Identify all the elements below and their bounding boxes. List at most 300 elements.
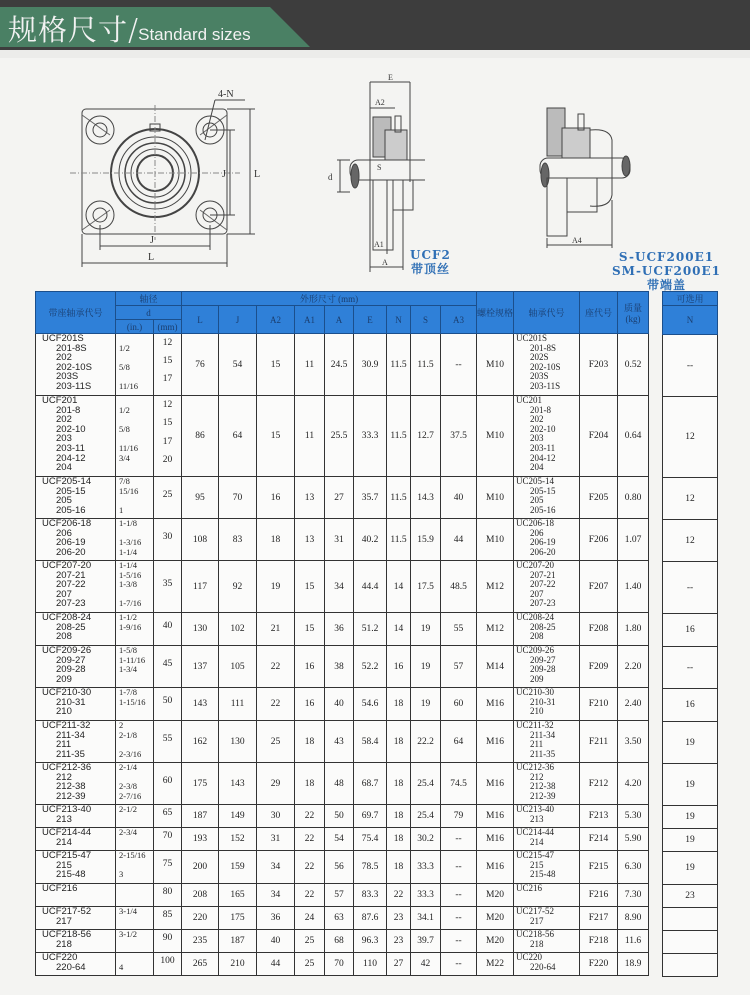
cell-s: 22.2 bbox=[411, 721, 441, 763]
cell-weight: 1.40 bbox=[618, 561, 649, 613]
cell-mm bbox=[154, 613, 182, 646]
cell-bearing-code-line: UC220 bbox=[516, 952, 543, 962]
cell-unit-code bbox=[36, 763, 116, 805]
cell-inch bbox=[116, 646, 154, 688]
cell-optional-n: -- bbox=[663, 335, 718, 397]
cell-bearing-code-line: UC201S bbox=[516, 333, 548, 343]
table-row bbox=[36, 907, 649, 930]
cell-bearing-code-line: 206-20 bbox=[530, 546, 556, 557]
th-L: L bbox=[182, 306, 219, 334]
cell-bolt: M22 bbox=[477, 953, 514, 976]
cell-unit-code-line: UCF215-47 bbox=[42, 850, 92, 861]
th-optional-n: N bbox=[663, 306, 718, 335]
cell-housing: F220 bbox=[580, 953, 618, 976]
cell-housing: F216 bbox=[580, 884, 618, 907]
cell-bolt: M16 bbox=[477, 851, 514, 884]
cell-a1: 16 bbox=[295, 688, 325, 721]
cell-weight: 3.50 bbox=[618, 721, 649, 763]
cell-l: 193 bbox=[182, 828, 219, 851]
cell-inch-line: 1 bbox=[119, 504, 124, 515]
cell-l: 137 bbox=[182, 646, 219, 688]
cell-bearing-code-line: 211-34 bbox=[530, 729, 556, 740]
table-row bbox=[36, 613, 649, 646]
label-a2: A2 bbox=[375, 98, 385, 107]
table-row bbox=[663, 722, 718, 764]
cell-mm-line: 25 bbox=[162, 490, 173, 500]
cell-unit-code-line: 211-34 bbox=[56, 729, 85, 741]
cell-unit-code-line: UCF213-40 bbox=[42, 804, 92, 815]
cell-unit-code-line: 202-10 bbox=[56, 423, 86, 435]
cell-l: 86 bbox=[182, 396, 219, 477]
cell-n: 11.5 bbox=[387, 519, 411, 561]
cell-e: 110 bbox=[354, 953, 387, 976]
front-view-drawing bbox=[70, 85, 280, 270]
cell-inch-line: 2-1/8 bbox=[119, 729, 137, 740]
cell-mm-line: 85 bbox=[162, 910, 173, 920]
cell-unit-code-line: UCF212-36 bbox=[42, 762, 92, 773]
cell-weight: 1.80 bbox=[618, 613, 649, 646]
cell-l: 95 bbox=[182, 477, 219, 519]
cell-bolt: M16 bbox=[477, 721, 514, 763]
cell-bearing-code-line: 214 bbox=[530, 836, 544, 847]
cell-unit-code-line: 207-22 bbox=[56, 579, 86, 591]
cell-a2: 40 bbox=[257, 930, 295, 953]
cell-a2: 21 bbox=[257, 613, 295, 646]
cell-unit-code-line: 215-48 bbox=[56, 869, 86, 881]
cell-bearing-code bbox=[514, 561, 580, 613]
table-row bbox=[36, 851, 649, 884]
cell-a1: 24 bbox=[295, 907, 325, 930]
cell-inch-line: 1-1/8 bbox=[119, 518, 137, 528]
cell-j: 143 bbox=[219, 763, 257, 805]
cell-j: 70 bbox=[219, 477, 257, 519]
cell-n: 11.5 bbox=[387, 477, 411, 519]
cell-n: 11.5 bbox=[387, 334, 411, 396]
cell-inch-line: 7/8 bbox=[119, 476, 130, 486]
cell-inch bbox=[116, 334, 154, 396]
optional-n-body bbox=[663, 335, 718, 977]
table-row bbox=[36, 763, 649, 805]
cell-j: 130 bbox=[219, 721, 257, 763]
cell-inch bbox=[116, 953, 154, 976]
cell-housing: F207 bbox=[580, 561, 618, 613]
caption-ucf2-desc: 带顶丝 bbox=[410, 262, 450, 276]
cell-bearing-code-line: 202-10S bbox=[530, 361, 561, 372]
cell-inch-line bbox=[119, 815, 152, 825]
table-row bbox=[663, 478, 718, 520]
cell-unit-code-line: 205-16 bbox=[56, 504, 86, 516]
cell-a1: 18 bbox=[295, 721, 325, 763]
cell-mm-line: 12 bbox=[162, 338, 173, 348]
cell-s: 25.4 bbox=[411, 763, 441, 805]
th-mm: (mm) bbox=[154, 320, 182, 334]
cell-inch bbox=[116, 930, 154, 953]
cell-a1: 25 bbox=[295, 953, 325, 976]
th-housing-code: 座代号 bbox=[580, 292, 618, 334]
cell-mm bbox=[154, 884, 182, 907]
cell-inch-line: 15/16 bbox=[119, 485, 139, 496]
cell-l: 108 bbox=[182, 519, 219, 561]
cell-a1: 22 bbox=[295, 851, 325, 884]
cell-bearing-code-line: UC214-44 bbox=[516, 827, 554, 837]
cell-a: 40 bbox=[325, 688, 354, 721]
cell-a2: 25 bbox=[257, 721, 295, 763]
th-shaft-dia: 轴径 bbox=[116, 292, 182, 306]
cell-unit-code-line: 214 bbox=[56, 836, 72, 848]
caption-e1-model2: SM-UCF200E1 bbox=[612, 264, 722, 278]
cell-bearing-code-line: 206 bbox=[530, 527, 544, 538]
cell-unit-code-line: 203 bbox=[56, 433, 72, 445]
cell-weight: 0.52 bbox=[618, 334, 649, 396]
cell-unit-code-line: 209-28 bbox=[56, 664, 86, 676]
cell-optional-n: -- bbox=[663, 562, 718, 614]
cell-bearing-code-line: UC218-56 bbox=[516, 929, 554, 939]
cell-optional-n: 16 bbox=[663, 689, 718, 722]
cell-bolt: M16 bbox=[477, 828, 514, 851]
cell-a: 27 bbox=[325, 477, 354, 519]
cell-l: 130 bbox=[182, 613, 219, 646]
table-row bbox=[663, 829, 718, 852]
cell-inch-line: 2-15/16 bbox=[119, 850, 146, 860]
cell-inch-line: 3/4 bbox=[119, 452, 130, 463]
cell-housing: F212 bbox=[580, 763, 618, 805]
cell-mm bbox=[154, 688, 182, 721]
cell-l: 220 bbox=[182, 907, 219, 930]
cell-bearing-code-line: 202 bbox=[530, 414, 544, 425]
page-title bbox=[8, 8, 251, 49]
cell-unit-code bbox=[36, 613, 116, 646]
caption-ucf2-model: UCF2 bbox=[410, 248, 451, 262]
cell-a3: 44 bbox=[441, 519, 477, 561]
cell-inch-line: 1-5/16 bbox=[119, 569, 142, 580]
cell-bearing-code bbox=[514, 721, 580, 763]
label-4n: 4-N bbox=[218, 89, 234, 100]
cell-mm-line: 15 bbox=[162, 418, 173, 429]
cell-bolt: M10 bbox=[477, 519, 514, 561]
cell-unit-code-line: UCF218-56 bbox=[42, 929, 92, 940]
cell-unit-code bbox=[36, 396, 116, 477]
cell-inch-line: 2-3/4 bbox=[119, 827, 137, 837]
cell-unit-code-line: 212-38 bbox=[56, 781, 86, 793]
cell-j: 152 bbox=[219, 828, 257, 851]
th-d: d bbox=[116, 306, 182, 320]
cell-inch-line: 5/8 bbox=[119, 423, 130, 434]
cell-bolt: M12 bbox=[477, 613, 514, 646]
cell-bearing-code bbox=[514, 805, 580, 828]
cell-mm-line: 80 bbox=[162, 887, 173, 897]
cell-n: 18 bbox=[387, 763, 411, 805]
cell-s: 14.3 bbox=[411, 477, 441, 519]
cell-housing: F213 bbox=[580, 805, 618, 828]
cell-j: 187 bbox=[219, 930, 257, 953]
cell-bearing-code-line: UC207-20 bbox=[516, 560, 554, 570]
cell-bearing-code-line: 211-35 bbox=[530, 748, 556, 759]
cell-bearing-code-line: 205-15 bbox=[530, 485, 556, 496]
cell-n: 18 bbox=[387, 805, 411, 828]
cell-e: 51.2 bbox=[354, 613, 387, 646]
cell-bearing-code bbox=[514, 884, 580, 907]
cell-optional-n: 19 bbox=[663, 764, 718, 806]
cell-unit-code-line: 203S bbox=[56, 371, 79, 383]
cell-unit-code bbox=[36, 828, 116, 851]
cell-unit-code-line: UCF201 bbox=[42, 395, 78, 406]
cell-bearing-code-line: 207-22 bbox=[530, 579, 556, 590]
cell-e: 83.3 bbox=[354, 884, 387, 907]
cell-unit-code bbox=[36, 930, 116, 953]
cell-housing: F205 bbox=[580, 477, 618, 519]
table-row bbox=[663, 931, 718, 954]
cell-a1: 25 bbox=[295, 930, 325, 953]
cell-j: 149 bbox=[219, 805, 257, 828]
cell-housing: F211 bbox=[580, 721, 618, 763]
caption-e1-desc: 带端盖 bbox=[647, 278, 687, 292]
cell-inch-line: 2-1/4 bbox=[119, 762, 137, 772]
cell-unit-code-line: UCF220 bbox=[42, 952, 78, 963]
cell-inch-line: 4 bbox=[119, 961, 124, 972]
cell-inch-line: 2-3/16 bbox=[119, 748, 142, 759]
cell-bearing-code bbox=[514, 930, 580, 953]
cell-inch-line: 1/2 bbox=[119, 342, 130, 353]
cell-bearing-code bbox=[514, 477, 580, 519]
cell-unit-code-line: 205-15 bbox=[56, 485, 86, 497]
cell-unit-code bbox=[36, 851, 116, 884]
table-row bbox=[663, 852, 718, 885]
cell-bearing-code-line: 215-48 bbox=[530, 869, 556, 880]
cell-housing: F215 bbox=[580, 851, 618, 884]
cell-a2: 15 bbox=[257, 334, 295, 396]
cell-unit-code-line: UCF209-26 bbox=[42, 645, 92, 656]
cell-inch-line: 2-3/8 bbox=[119, 781, 137, 792]
cell-bolt: M20 bbox=[477, 930, 514, 953]
cell-bearing-code-line: UC210-30 bbox=[516, 687, 554, 697]
th-S: S bbox=[411, 306, 441, 334]
cell-bolt: M20 bbox=[477, 907, 514, 930]
cell-unit-code bbox=[36, 519, 116, 561]
cell-unit-code-line: 215 bbox=[56, 859, 72, 871]
cell-a: 56 bbox=[325, 851, 354, 884]
cell-s: 17.5 bbox=[411, 561, 441, 613]
cell-bearing-code-line: 207-23 bbox=[530, 598, 556, 609]
cell-s: 39.7 bbox=[411, 930, 441, 953]
cell-a: 54 bbox=[325, 828, 354, 851]
cell-unit-code-line: 206-19 bbox=[56, 537, 86, 549]
cell-unit-code bbox=[36, 907, 116, 930]
cell-unit-code bbox=[36, 334, 116, 396]
cell-s: 34.1 bbox=[411, 907, 441, 930]
cell-bearing-code-line: 209-28 bbox=[530, 664, 556, 675]
cell-optional-n: -- bbox=[663, 647, 718, 689]
cell-bearing-code-line: 205 bbox=[530, 495, 544, 506]
cell-a1: 22 bbox=[295, 805, 325, 828]
cell-bearing-code-line: 207-21 bbox=[530, 569, 556, 580]
cell-unit-code-line: 217 bbox=[56, 915, 72, 927]
cell-bearing-code-line: 203S bbox=[530, 371, 549, 382]
cell-e: 44.4 bbox=[354, 561, 387, 613]
table-row bbox=[663, 954, 718, 977]
cell-l: 76 bbox=[182, 334, 219, 396]
cell-bearing-code-line: 205-16 bbox=[530, 504, 556, 515]
cell-a3: 79 bbox=[441, 805, 477, 828]
cell-inch bbox=[116, 396, 154, 477]
cell-inch bbox=[116, 805, 154, 828]
cell-l: 208 bbox=[182, 884, 219, 907]
cell-a: 31 bbox=[325, 519, 354, 561]
table-row bbox=[36, 477, 649, 519]
cell-optional-n: 12 bbox=[663, 520, 718, 562]
cell-j: 83 bbox=[219, 519, 257, 561]
cell-inch-line: 1-3/4 bbox=[119, 664, 137, 675]
cell-unit-code-line: 203-11 bbox=[56, 442, 85, 454]
th-bearing-unit-code: 带座轴承代号 bbox=[36, 292, 116, 334]
table-row bbox=[36, 953, 649, 976]
cell-inch-line: 1-5/8 bbox=[119, 645, 137, 655]
cell-j: 210 bbox=[219, 953, 257, 976]
side-view-e1-drawing bbox=[530, 100, 650, 250]
cell-weight: 1.07 bbox=[618, 519, 649, 561]
cell-inch bbox=[116, 721, 154, 763]
cell-unit-code-line: 220-64 bbox=[56, 961, 86, 973]
cell-unit-code bbox=[36, 953, 116, 976]
title-slash: / bbox=[128, 13, 139, 48]
cell-bearing-code-line: 218 bbox=[530, 938, 544, 949]
cell-a3: -- bbox=[441, 930, 477, 953]
cell-e: 52.2 bbox=[354, 646, 387, 688]
cell-unit-code bbox=[36, 721, 116, 763]
cell-n: 11.5 bbox=[387, 396, 411, 477]
th-J: J bbox=[219, 306, 257, 334]
cell-bearing-code-line: 204 bbox=[530, 462, 544, 473]
cell-s: 33.3 bbox=[411, 884, 441, 907]
cell-n: 14 bbox=[387, 561, 411, 613]
table-row bbox=[663, 520, 718, 562]
cell-mm bbox=[154, 477, 182, 519]
cell-weight: 6.30 bbox=[618, 851, 649, 884]
cell-a1: 18 bbox=[295, 763, 325, 805]
cell-j: 159 bbox=[219, 851, 257, 884]
cell-e: 87.6 bbox=[354, 907, 387, 930]
cell-mm bbox=[154, 519, 182, 561]
cell-e: 40.2 bbox=[354, 519, 387, 561]
cell-unit-code-line: 218 bbox=[56, 938, 72, 950]
cell-inch-line bbox=[119, 953, 152, 963]
cell-bearing-code-line: 208-25 bbox=[530, 621, 556, 632]
cell-n: 22 bbox=[387, 884, 411, 907]
cell-bearing-code bbox=[514, 953, 580, 976]
header-banner bbox=[0, 0, 750, 50]
cell-unit-code-line: 206 bbox=[56, 527, 72, 539]
cell-bearing-code-line: UC211-32 bbox=[516, 720, 554, 730]
cell-unit-code-line: UCF217-52 bbox=[42, 906, 92, 917]
cell-s: 19 bbox=[411, 646, 441, 688]
cell-s: 11.5 bbox=[411, 334, 441, 396]
th-E: E bbox=[354, 306, 387, 334]
label-l-h: L bbox=[148, 252, 155, 263]
spec-table-body bbox=[36, 334, 649, 976]
cell-unit-code-line: 202 bbox=[56, 414, 72, 426]
cell-weight: 7.30 bbox=[618, 884, 649, 907]
table-row bbox=[36, 930, 649, 953]
cell-mm-line: 70 bbox=[162, 831, 173, 841]
cell-housing: F203 bbox=[580, 334, 618, 396]
cell-bearing-code-line: UC212-36 bbox=[516, 762, 554, 772]
cell-bearing-code-line: 210-31 bbox=[530, 696, 556, 707]
cell-optional-n: 12 bbox=[663, 478, 718, 520]
cell-a2: 34 bbox=[257, 851, 295, 884]
cell-inch bbox=[116, 828, 154, 851]
cell-bearing-code-line: 211 bbox=[530, 739, 544, 750]
cell-bearing-code-line: 207 bbox=[530, 588, 544, 599]
title-en: Standard sizes bbox=[138, 25, 251, 44]
cell-bolt: M10 bbox=[477, 477, 514, 519]
cell-s: 30.2 bbox=[411, 828, 441, 851]
cell-housing: F204 bbox=[580, 396, 618, 477]
cell-mm bbox=[154, 334, 182, 396]
cell-a2: 16 bbox=[257, 477, 295, 519]
cell-unit-code-line: 204 bbox=[56, 462, 72, 474]
cell-inch bbox=[116, 763, 154, 805]
header-shadow bbox=[0, 50, 750, 58]
th-N: N bbox=[387, 306, 411, 334]
cell-mm-line: 30 bbox=[162, 532, 173, 542]
table-row bbox=[663, 764, 718, 806]
table-row bbox=[36, 805, 649, 828]
th-optional: 可选用 bbox=[663, 292, 718, 306]
cell-a: 38 bbox=[325, 646, 354, 688]
cell-mm bbox=[154, 907, 182, 930]
table-row bbox=[36, 688, 649, 721]
cell-inch-line: 1/2 bbox=[119, 404, 130, 415]
cell-unit-code-line: 212-39 bbox=[56, 790, 86, 802]
cell-inch-line: 1-3/8 bbox=[119, 579, 137, 590]
cell-a3: -- bbox=[441, 884, 477, 907]
cell-bearing-code-line: 215 bbox=[530, 859, 544, 870]
cell-a3: -- bbox=[441, 953, 477, 976]
table-row bbox=[663, 614, 718, 647]
cell-a2: 31 bbox=[257, 828, 295, 851]
table-row bbox=[663, 335, 718, 397]
cell-unit-code-line: UCF211-32 bbox=[42, 720, 91, 731]
table-row bbox=[36, 721, 649, 763]
cell-inch-line: 1-1/4 bbox=[119, 546, 137, 557]
cell-inch-line bbox=[119, 463, 152, 473]
cell-inch-line: 1-3/16 bbox=[119, 537, 142, 548]
cell-weight: 18.9 bbox=[618, 953, 649, 976]
cell-optional-n bbox=[663, 931, 718, 954]
cell-l: 200 bbox=[182, 851, 219, 884]
cell-a3: -- bbox=[441, 828, 477, 851]
th-A: A bbox=[325, 306, 354, 334]
cell-n: 27 bbox=[387, 953, 411, 976]
cell-bearing-code-line: 202-10 bbox=[530, 423, 556, 434]
cell-mm-line: 17 bbox=[162, 436, 173, 447]
cell-inch-line bbox=[119, 884, 152, 894]
cell-a2: 19 bbox=[257, 561, 295, 613]
th-inch: (in.) bbox=[116, 320, 154, 334]
cell-a3: -- bbox=[441, 907, 477, 930]
cell-a3: 74.5 bbox=[441, 763, 477, 805]
cell-mm-line: 17 bbox=[162, 374, 173, 384]
cell-bearing-code bbox=[514, 334, 580, 396]
cell-s: 15.9 bbox=[411, 519, 441, 561]
cell-unit-code-line: UCF205-14 bbox=[42, 476, 92, 487]
cell-mm bbox=[154, 646, 182, 688]
cell-bearing-code bbox=[514, 396, 580, 477]
title-cn: 规格尺寸 bbox=[8, 13, 129, 47]
cell-bearing-code-line: 212 bbox=[530, 771, 544, 782]
cell-s: 42 bbox=[411, 953, 441, 976]
cell-unit-code-line: 208-25 bbox=[56, 621, 86, 633]
label-d: d bbox=[328, 172, 333, 182]
